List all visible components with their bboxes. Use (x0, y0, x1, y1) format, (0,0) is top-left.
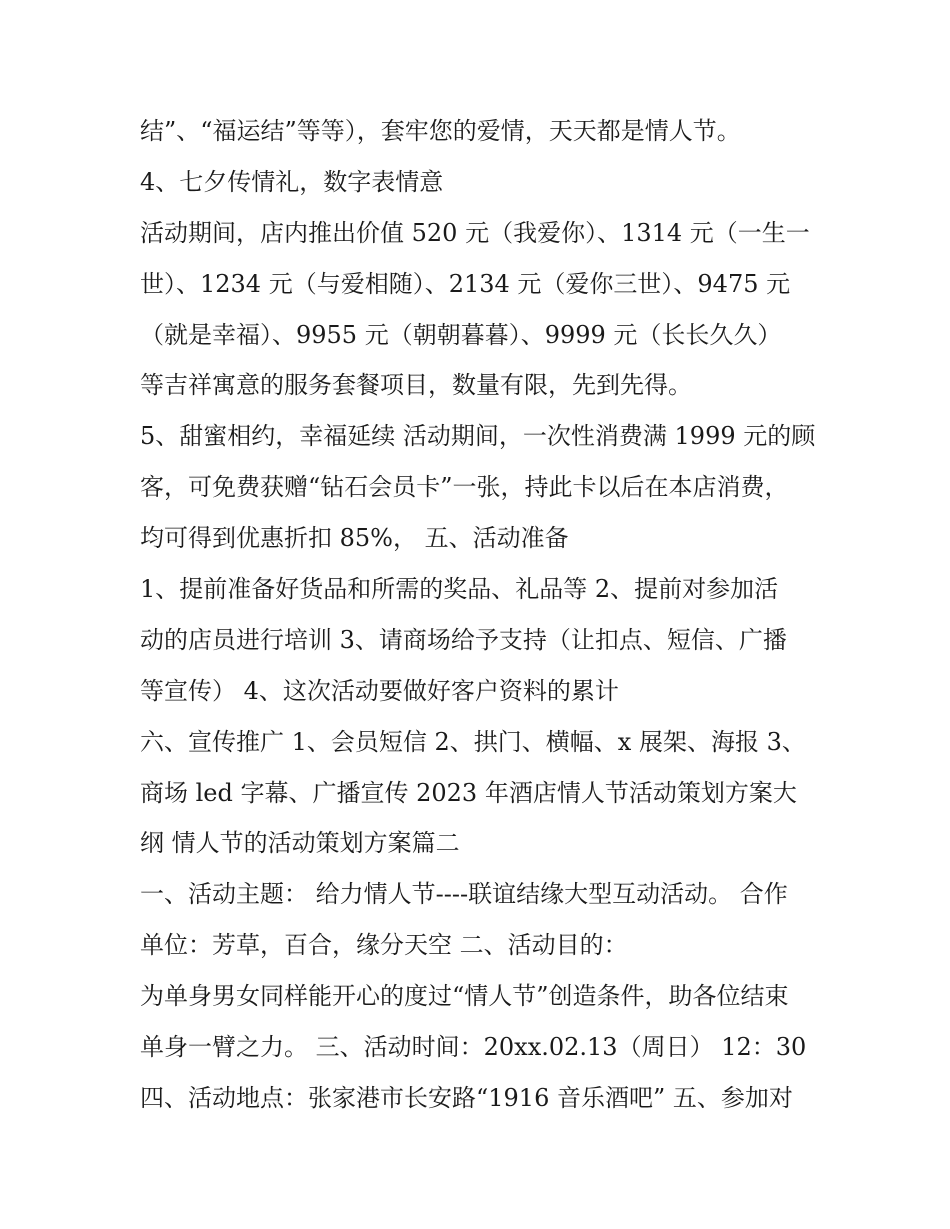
text-line: 结”、“福运结”等等），套牢您的爱情，天天都是情人节。 (140, 117, 741, 145)
text-line: 四、活动地点：张家港市长安路“1916 音乐酒吧” 五、参加对 (140, 1083, 793, 1112)
text-line: 六、宣传推广 1、会员短信 2、拱门、横幅、x 展架、海报 3、 (140, 727, 806, 756)
text-line: 商场 led 字幕、广播宣传 2023 年酒店情人节活动策划方案大 (140, 778, 797, 807)
text-line: 客，可免费获赠“钻石会员卡”一张，持此卡以后在本店消费， (140, 473, 789, 502)
text-line: 一、活动主题： 给力情人节----联谊结缘大型互动活动。 合作 (140, 880, 788, 909)
text-line: （就是幸福）、9955 元（朝朝暮暮）、9999 元（长长久久） (140, 320, 782, 349)
text-line: 纲 情人节的活动策划方案篇二 (140, 829, 460, 858)
text-line: 单身一臂之力。 三、活动时间：20xx.02.13（周日） 12：30 (140, 1033, 807, 1062)
text-line: 世）、1234 元（与爱相随）、2134 元（爱你三世）、9475 元 (140, 269, 791, 298)
document-body (140, 106, 820, 1124)
text-line: 动的店员进行培训 3、请商场给予支持（让扣点、短信、广播 (140, 625, 787, 654)
text-line: 活动期间，店内推出价值 520 元（我爱你）、1314 元（一生一 (140, 218, 810, 247)
text-line: 等宣传） 4、这次活动要做好客户资料的累计 (140, 676, 619, 705)
text-line: 等吉祥寓意的服务套餐项目，数量有限，先到先得。 (140, 371, 692, 400)
text-line: 5、甜蜜相约，幸福延续 活动期间，一次性消费满 1999 元的顾 (140, 422, 816, 451)
text-line: 均可得到优惠折扣 85%， 五、活动准备 (140, 524, 569, 553)
text-line: 为单身男女同样能开心的度过“情人节”创造条件，助各位结束 (140, 982, 789, 1011)
text-line: 单位：芳草，百合，缘分天空 二、活动目的： (140, 931, 628, 960)
text-line: 1、提前准备好货品和所需的奖品、礼品等 2、提前对参加活 (140, 575, 779, 604)
text-line: 4、七夕传情礼，数字表情意 (140, 167, 444, 196)
